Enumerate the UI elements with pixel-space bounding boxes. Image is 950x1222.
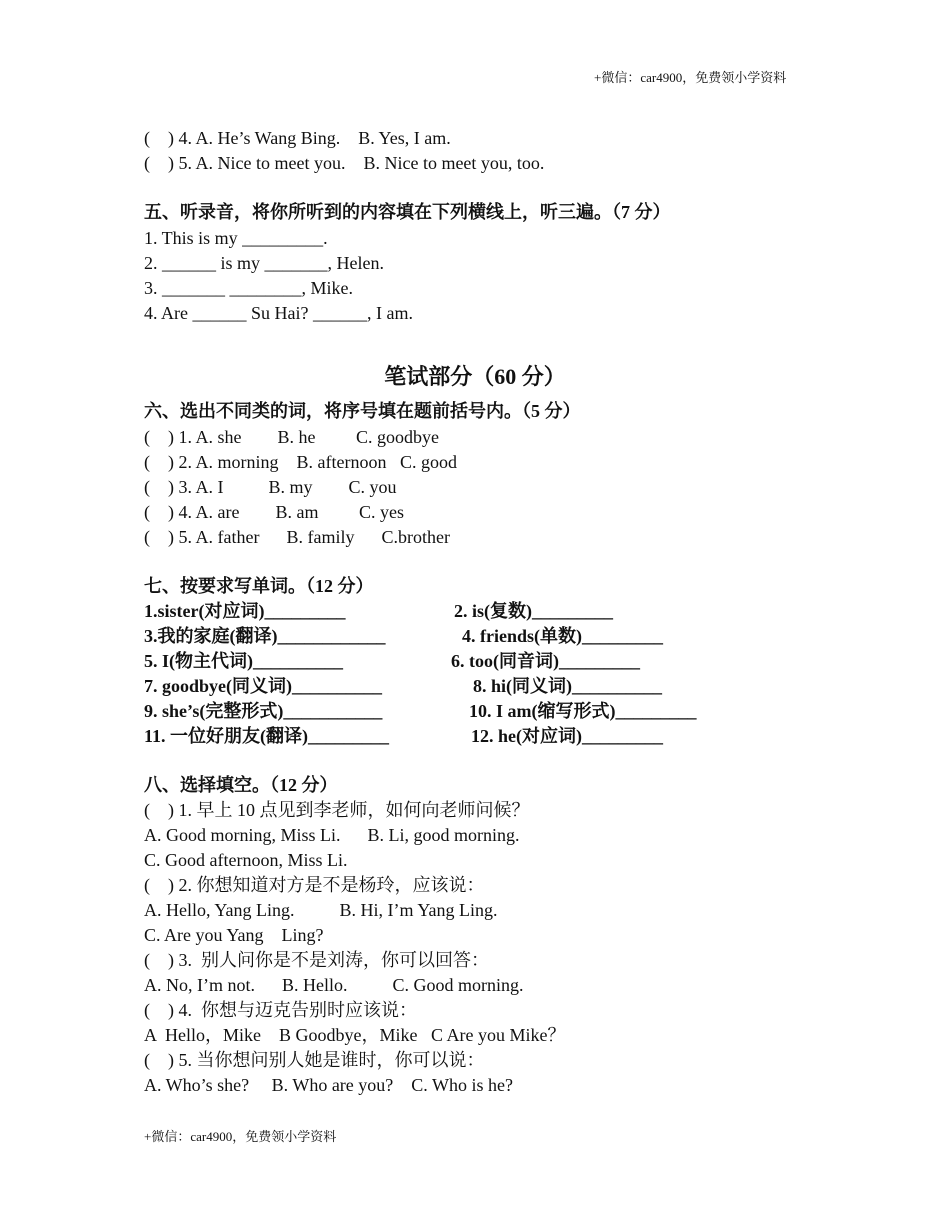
- section8-line: ( ) 4. 你想与迈克告别时应该说：: [144, 1000, 417, 1020]
- section7-item-right: 8. hi(同义词)__________: [473, 676, 662, 696]
- section8-line: A. No, I’m not. B. Hello. C. Good morning.: [144, 975, 524, 995]
- section7-item-left: 1.sister(对应词)_________: [144, 601, 346, 621]
- section7-item-right: 12. he(对应词)_________: [471, 726, 663, 746]
- section8-heading: 八、选择填空。（12 分）: [144, 775, 338, 795]
- section5-heading: 五、听录音，将你所听到的内容填在下列横线上，听三遍。（7 分）: [144, 202, 671, 222]
- section7-item-right: 10. I am(缩写形式)_________: [469, 701, 697, 721]
- question-line: ( ) 5. A. Nice to meet you. B. Nice to meet you, too.: [144, 153, 545, 173]
- section8-line: A. Hello, Yang Ling. B. Hi, I’m Yang Ling.: [144, 900, 498, 920]
- section7-item-right: 6. too(同音词)_________: [451, 651, 640, 671]
- section8-line: A. Good morning, Miss Li. B. Li, good morning.: [144, 825, 520, 845]
- section8-line: A Hello，Mike B Goodbye，Mike C Are you Mike？: [144, 1025, 566, 1045]
- section8-line: ( ) 3. 别人问你是不是刘涛，你可以回答：: [144, 950, 489, 970]
- section6-line: ( ) 1. A. she B. he C. goodbye: [144, 427, 439, 447]
- written-part-title: 笔试部分（60 分）: [384, 364, 566, 389]
- section8-line: C. Good afternoon, Miss Li.: [144, 850, 348, 870]
- section7-item-left: 7. goodbye(同义词)__________: [144, 676, 382, 696]
- section6-line: ( ) 2. A. morning B. afternoon C. good: [144, 452, 457, 472]
- section6-heading: 六、选出不同类的词，将序号填在题前括号内。（5 分）: [144, 401, 581, 421]
- section5-line: 2. ______ is my _______, Helen.: [144, 253, 384, 273]
- section6-line: ( ) 5. A. father B. family C.brother: [144, 527, 450, 547]
- section7-heading: 七、按要求写单词。（12 分）: [144, 576, 374, 596]
- section6-line: ( ) 4. A. are B. am C. yes: [144, 502, 404, 522]
- section7-item-right: 2. is(复数)_________: [454, 601, 613, 621]
- section6-line: ( ) 3. A. I B. my C. you: [144, 477, 397, 497]
- section5-line: 3. _______ ________, Mike.: [144, 278, 353, 298]
- page-header-note: +微信：car4900，免费领小学资料: [594, 70, 787, 85]
- section7-item-right: 4. friends(单数)_________: [462, 626, 663, 646]
- section7-item-left: 9. she’s(完整形式)___________: [144, 701, 383, 721]
- question-line: ( ) 4. A. He’s Wang Bing. B. Yes, I am.: [144, 128, 451, 148]
- section8-line: ( ) 5. 当你想问别人她是谁时，你可以说：: [144, 1050, 485, 1070]
- page-footer-note: +微信：car4900，免费领小学资料: [144, 1129, 337, 1144]
- section8-line: A. Who’s she? B. Who are you? C. Who is he?: [144, 1075, 513, 1095]
- section8-line: ( ) 2. 你想知道对方是不是杨玲，应该说：: [144, 875, 485, 895]
- section8-line: ( ) 1. 早上 10 点见到李老师，如何向老师问候？: [144, 800, 530, 820]
- section7-item-left: 3.我的家庭(翻译)____________: [144, 626, 386, 646]
- section7-item-left: 5. I(物主代词)__________: [144, 651, 343, 671]
- section7-item-left: 11. 一位好朋友(翻译)_________: [144, 726, 389, 746]
- section8-line: C. Are you Yang Ling?: [144, 925, 324, 945]
- section5-line: 1. This is my _________.: [144, 228, 328, 248]
- section5-line: 4. Are ______ Su Hai? ______, I am.: [144, 303, 413, 323]
